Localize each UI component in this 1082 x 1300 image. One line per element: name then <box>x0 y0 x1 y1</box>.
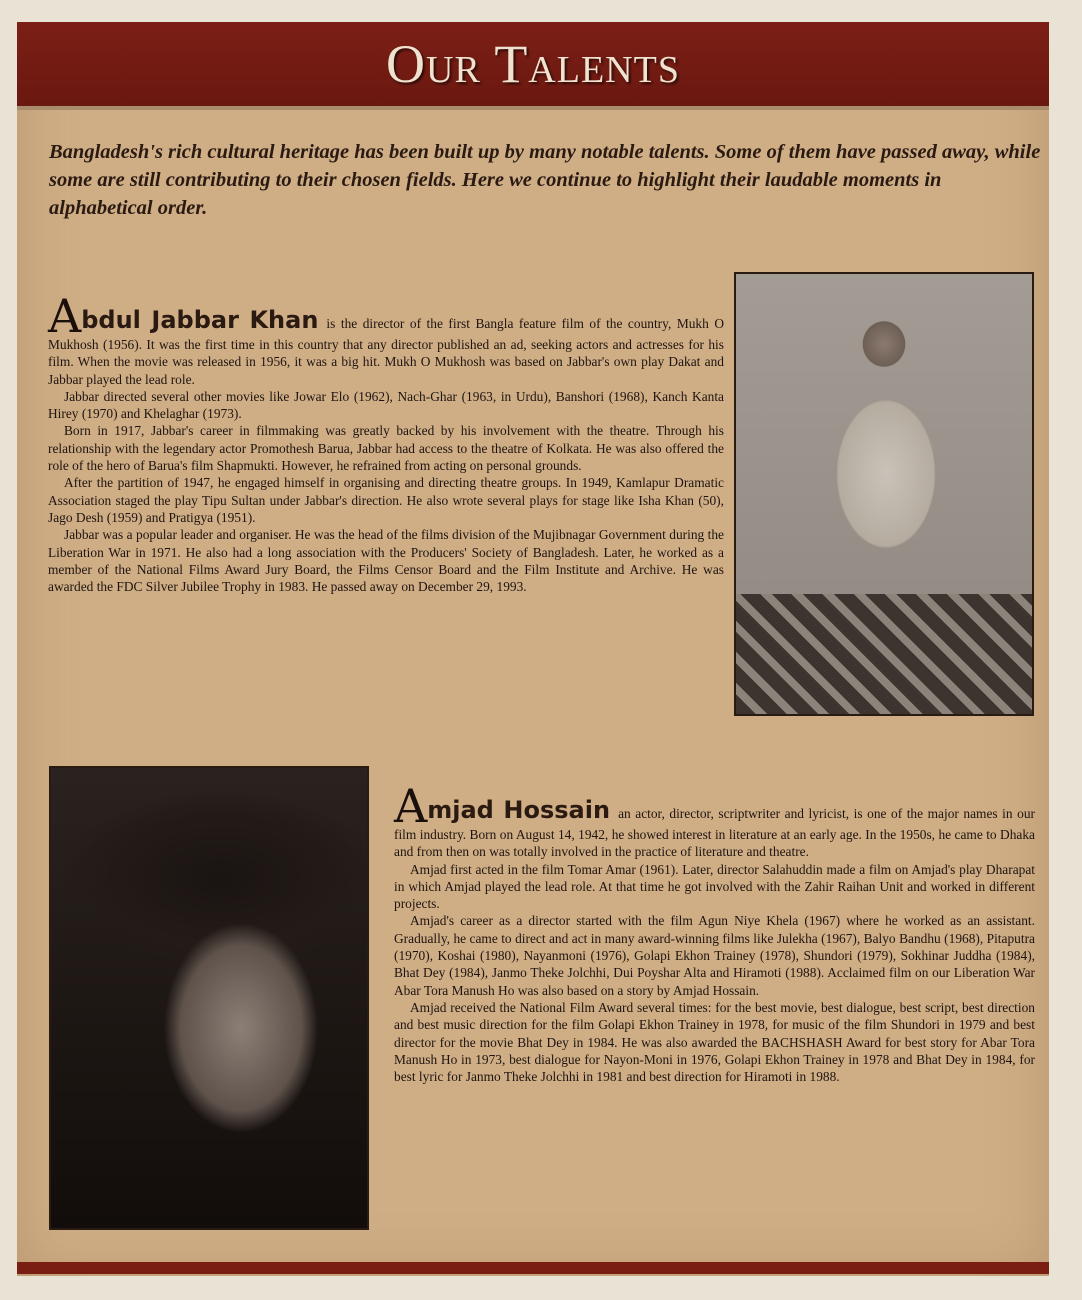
paragraph: Jabbar was a popular leader and organiser. He was the head of the films division of the Mujibnagar Government during the Liberation War in 1971. He also had a long association with the Producers' Society of Bangladesh. Later, he worked as a member of the National Films Award Jury Board, the Films Censor Board and the Film Institute and Archive. He was awarded the FDC Silver Jubilee Trophy in 1983. He passed away on December 29, 1993. <box>48 527 724 595</box>
dropcap: A <box>48 289 82 343</box>
section-title: Our Talents <box>386 34 680 94</box>
dropcap: A <box>394 779 428 833</box>
portrait-photo-amjad <box>49 766 369 1230</box>
profile-name: mjad Hossain <box>427 796 611 824</box>
section-header <box>17 22 1049 106</box>
profile-lead <box>48 289 724 388</box>
header-rule <box>17 106 1049 110</box>
intro-paragraph: Bangladesh's rich cultural heritage has been built up by many notable talents. Some of them have passed away, while some are still contributing to their chosen fields. Here we continue to highlight their laudable moments in alphabetical order. <box>49 141 1041 219</box>
lead-text: an actor, director, scriptwriter and lyricist, is one of the major names in our film industry. Born on August 14, 1942, he showed interest in literature at an early age. In the 1950s, he came to Dhaka and from then on was totally involved in the practice of literature and theatre. <box>394 806 1035 860</box>
profile-lead <box>394 779 1035 861</box>
footer-rule <box>17 1262 1049 1274</box>
lead-text: is the director of the first Bangla feature film of the country, Mukh O Mukhosh (1956). It was the first time in this country that any director published an ad, seeking actors and actresses for his film. When the movie was released in 1956, it was a big hit. Mukh O Mukhosh was based on Jabbar's own play Dakat and Jabbar played the lead role. <box>48 316 724 387</box>
paragraph: After the partition of 1947, he engaged himself in organising and directing theatre groups. In 1949, Kamlapur Dramatic Association staged the play Tipu Sultan under Jabbar's direction. He also wrote several plays for stage like Isha Khan (50), Jago Desh (1959) and Pratigya (1951). <box>48 475 724 525</box>
paragraph: Amjad's career as a director started with the film Agun Niye Khela (1967) where he worked as an assistant. Gradually, he came to direct and act in many award-winning films like Julekha (1967), Balyo Bandhu (1968), Pitaputra (1970), Koshai (1980), Nayanmoni (1976), Golapi Ekhon Trainey (1978), Shundori (1979), Sokhinar Juddha (1984), Bhat Dey (1984), Janmo Theke Jolchhi, Dui Poyshar Alta and Hiramoti (1988). Acclaimed film on our Liberation War Abar Tora Manush Ho was also based on a story by Amjad Hossain. <box>394 913 1035 998</box>
paragraph: Amjad first acted in the film Tomar Amar (1961). Later, director Salahuddin made a film on Amjad's play Dharapat in which Amjad played the lead role. At that time he got involved with the Zahir Raihan Unit and worked in different projects. <box>394 861 1035 912</box>
profile-abdul-jabbar-khan <box>48 289 724 595</box>
paragraph: Amjad received the National Film Award several times: for the best movie, best dialogue, best script, best direction and best music direction for the film Golapi Ekhon Trainey in 1978, for music of the film Shundori in 1979 and best director for the movie Bhat Dey in 1984. He was also awarded the BACHSHASH Award for best story for Abar Tora Manush Ho in 1973, best dialogue for Nayon-Moni in 1976, Golapi Ekhon Trainey in 1978 and Bhat Dey in 1984, for best lyric for Janmo Theke Jolchhi in 1981 and best direction for Hiramoti in 1988. <box>394 999 1035 1085</box>
profile-name: bdul Jabbar Khan <box>81 306 319 334</box>
paragraph: Jabbar directed several other movies like Jowar Elo (1962), Nach-Ghar (1963, in Urdu), Banshori (1968), Kanch Kanta Hirey (1970) and Khelaghar (1973). <box>48 388 724 422</box>
portrait-photo-jabbar <box>734 272 1034 716</box>
profile-amjad-hossain <box>394 779 1035 1085</box>
paragraph: Born in 1917, Jabbar's career in filmmaking was greatly backed by his involvement with the theatre. Through his relationship with the legendary actor Promothesh Barua, Jabbar had access to the theatre of Kolkata. He was also offered the role of the hero of Barua's film Shapmukti. However, he refrained from acting on personal grounds. <box>48 423 724 474</box>
newspaper-page <box>17 22 1049 1276</box>
